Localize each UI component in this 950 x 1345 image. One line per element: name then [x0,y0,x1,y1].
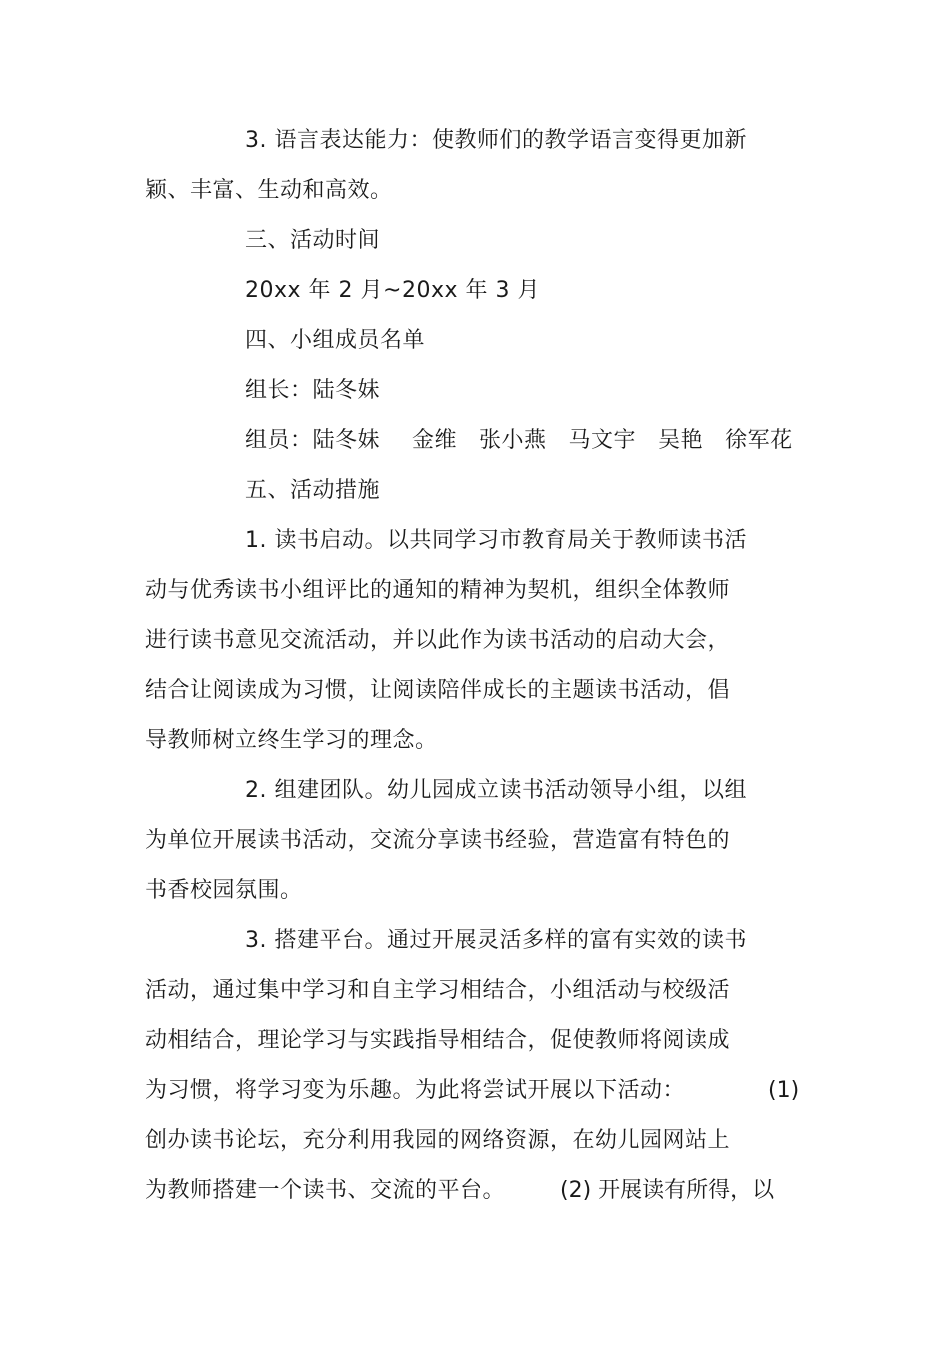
member-name: 徐军花 [725,428,793,453]
member-name: 张小燕 [479,428,547,453]
members-label: 组员：陆冬妹 [245,428,381,453]
paragraph-line: 动相结合，理论学习与实践指导相结合，促使教师将阅读成 [145,1028,731,1053]
paragraph-line: 动与优秀读书小组评比的通知的精神为契机，组织全体教师 [145,578,731,603]
member-name: 金维 [412,428,458,453]
group-members [245,426,793,456]
paragraph-line: 1. 读书启动。以共同学习市教育局关于教师读书活 [245,528,747,553]
paragraph-line: 3. 搭建平台。通过开展灵活多样的富有实效的读书 [245,928,747,953]
member-name: 吴艳 [658,428,704,453]
paragraph-line: 为单位开展读书活动，交流分享读书经验，营造富有特色的 [145,828,731,853]
paragraph-line: 3. 语言表达能力：使教师们的教学语言变得更加新 [245,128,747,153]
list-marker: (1) [768,1078,800,1103]
activity-period: 20xx 年 2 月~20xx 年 3 月 [245,278,540,303]
group-leader: 组长：陆冬妹 [245,378,381,403]
section-heading: 四、小组成员名单 [245,328,426,353]
section-heading: 三、活动时间 [245,228,381,253]
paragraph-line: 为教师搭建一个读书、交流的平台。 [145,1178,506,1203]
paragraph-line: 书香校园氛围。 [145,878,303,903]
paragraph-line: 活动，通过集中学习和自主学习相结合，小组活动与校级活 [145,978,731,1003]
paragraph-line: 为习惯，将学习变为乐趣。为此将尝试开展以下活动： [145,1078,686,1103]
paragraph-line: 创办读书论坛，充分利用我园的网络资源，在幼儿园网站上 [145,1128,731,1153]
paragraph-line: 进行读书意见交流活动，并以此作为读书活动的启动大会， [145,628,731,653]
paragraph-line: 结合让阅读成为习惯，让阅读陪伴成长的主题读书活动，倡 [145,678,731,703]
paragraph-line: 颖、丰富、生动和高效。 [145,178,393,203]
paragraph-line: 导教师树立终生学习的理念。 [145,728,438,753]
section-heading: 五、活动措施 [245,478,381,503]
list-marker: (2) 开展读有所得，以 [560,1178,775,1203]
paragraph-line: 2. 组建团队。幼儿园成立读书活动领导小组，以组 [245,778,747,803]
member-name: 马文宇 [568,428,637,453]
